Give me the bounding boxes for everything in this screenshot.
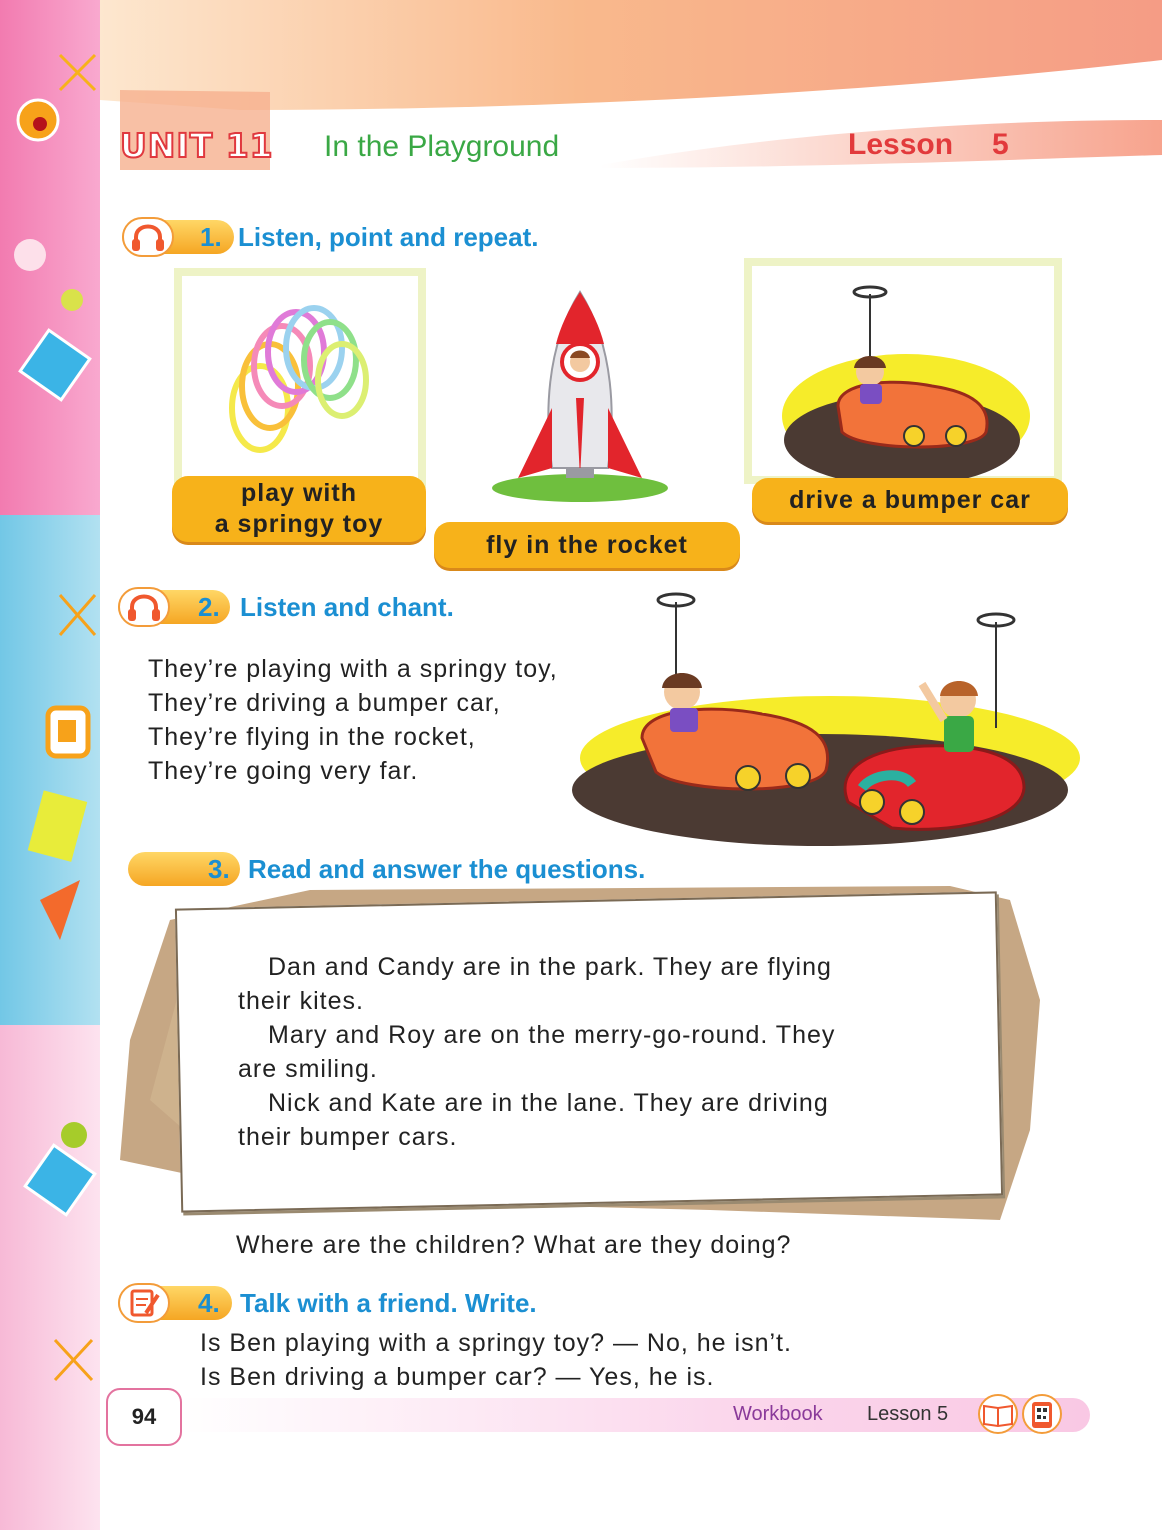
page-number: 94 bbox=[106, 1388, 182, 1446]
label-springy-toy-line2: a springy toy bbox=[214, 510, 384, 538]
exercise-2-number: 2. bbox=[198, 592, 220, 622]
rocket-picture bbox=[490, 288, 670, 504]
label-bumper-car: drive a bumper car bbox=[752, 478, 1068, 522]
chant-line: They’re going very far. bbox=[148, 757, 419, 785]
headphones-icon bbox=[122, 217, 174, 257]
reading-line: Mary and Roy are on the merry-go-round. They bbox=[268, 1021, 836, 1049]
unit-number: UNIT 11 bbox=[120, 126, 274, 165]
exercise-1-title: Listen, point and repeat. bbox=[238, 222, 539, 252]
workbook-link[interactable]: Workbook bbox=[733, 1403, 823, 1425]
exercise-2-title: Listen and chant. bbox=[240, 592, 454, 622]
label-rocket: fly in the rocket bbox=[434, 522, 740, 568]
reading-line: their kites. bbox=[238, 987, 364, 1015]
reading-line: are smiling. bbox=[238, 1055, 378, 1083]
footer-bar bbox=[180, 1398, 1090, 1432]
reading-text bbox=[238, 950, 924, 1154]
exercise-3-title: Read and answer the questions. bbox=[248, 854, 646, 884]
chant-line: They’re driving a bumper car, bbox=[148, 689, 501, 717]
left-decorative-strip bbox=[0, 0, 100, 1530]
headphones-icon bbox=[118, 587, 170, 627]
chant-text bbox=[148, 652, 558, 788]
label-springy-toy bbox=[172, 476, 426, 542]
bumper-car-picture bbox=[742, 256, 1064, 486]
exercise-4-number: 4. bbox=[198, 1288, 220, 1318]
exercise-4-title: Talk with a friend. Write. bbox=[240, 1288, 537, 1318]
springy-toy-picture bbox=[174, 268, 426, 488]
chant-line: They’re playing with a springy toy, bbox=[148, 655, 558, 683]
dialogue-text bbox=[200, 1326, 792, 1394]
exercise-1-number: 1. bbox=[200, 222, 222, 252]
two-bumper-cars-picture bbox=[572, 588, 1080, 850]
dialogue-line: Is Ben driving a bumper car? — Yes, he is. bbox=[200, 1363, 715, 1391]
dialogue-line: Is Ben playing with a springy toy? — No, he isn’t. bbox=[200, 1329, 792, 1357]
exercise-3-number: 3. bbox=[208, 854, 230, 884]
unit-title: In the Playground bbox=[324, 130, 560, 163]
reading-line: their bumper cars. bbox=[238, 1123, 458, 1151]
writing-icon bbox=[118, 1283, 170, 1323]
reading-line: Nick and Kate are in the lane. They are driving bbox=[268, 1089, 829, 1117]
chant-line: They’re flying in the rocket, bbox=[148, 723, 476, 751]
book-icon bbox=[976, 1394, 1020, 1434]
label-springy-toy-line1: play with bbox=[241, 479, 357, 507]
lesson-number: 5 bbox=[992, 128, 1009, 161]
qr-code-icon bbox=[1020, 1394, 1064, 1434]
footer-lesson: Lesson 5 bbox=[867, 1403, 949, 1425]
reading-line: Dan and Candy are in the park. They are flying bbox=[268, 953, 832, 981]
lesson-label: Lesson bbox=[848, 128, 954, 161]
reading-question: Where are the children? What are they doing? bbox=[236, 1231, 792, 1259]
